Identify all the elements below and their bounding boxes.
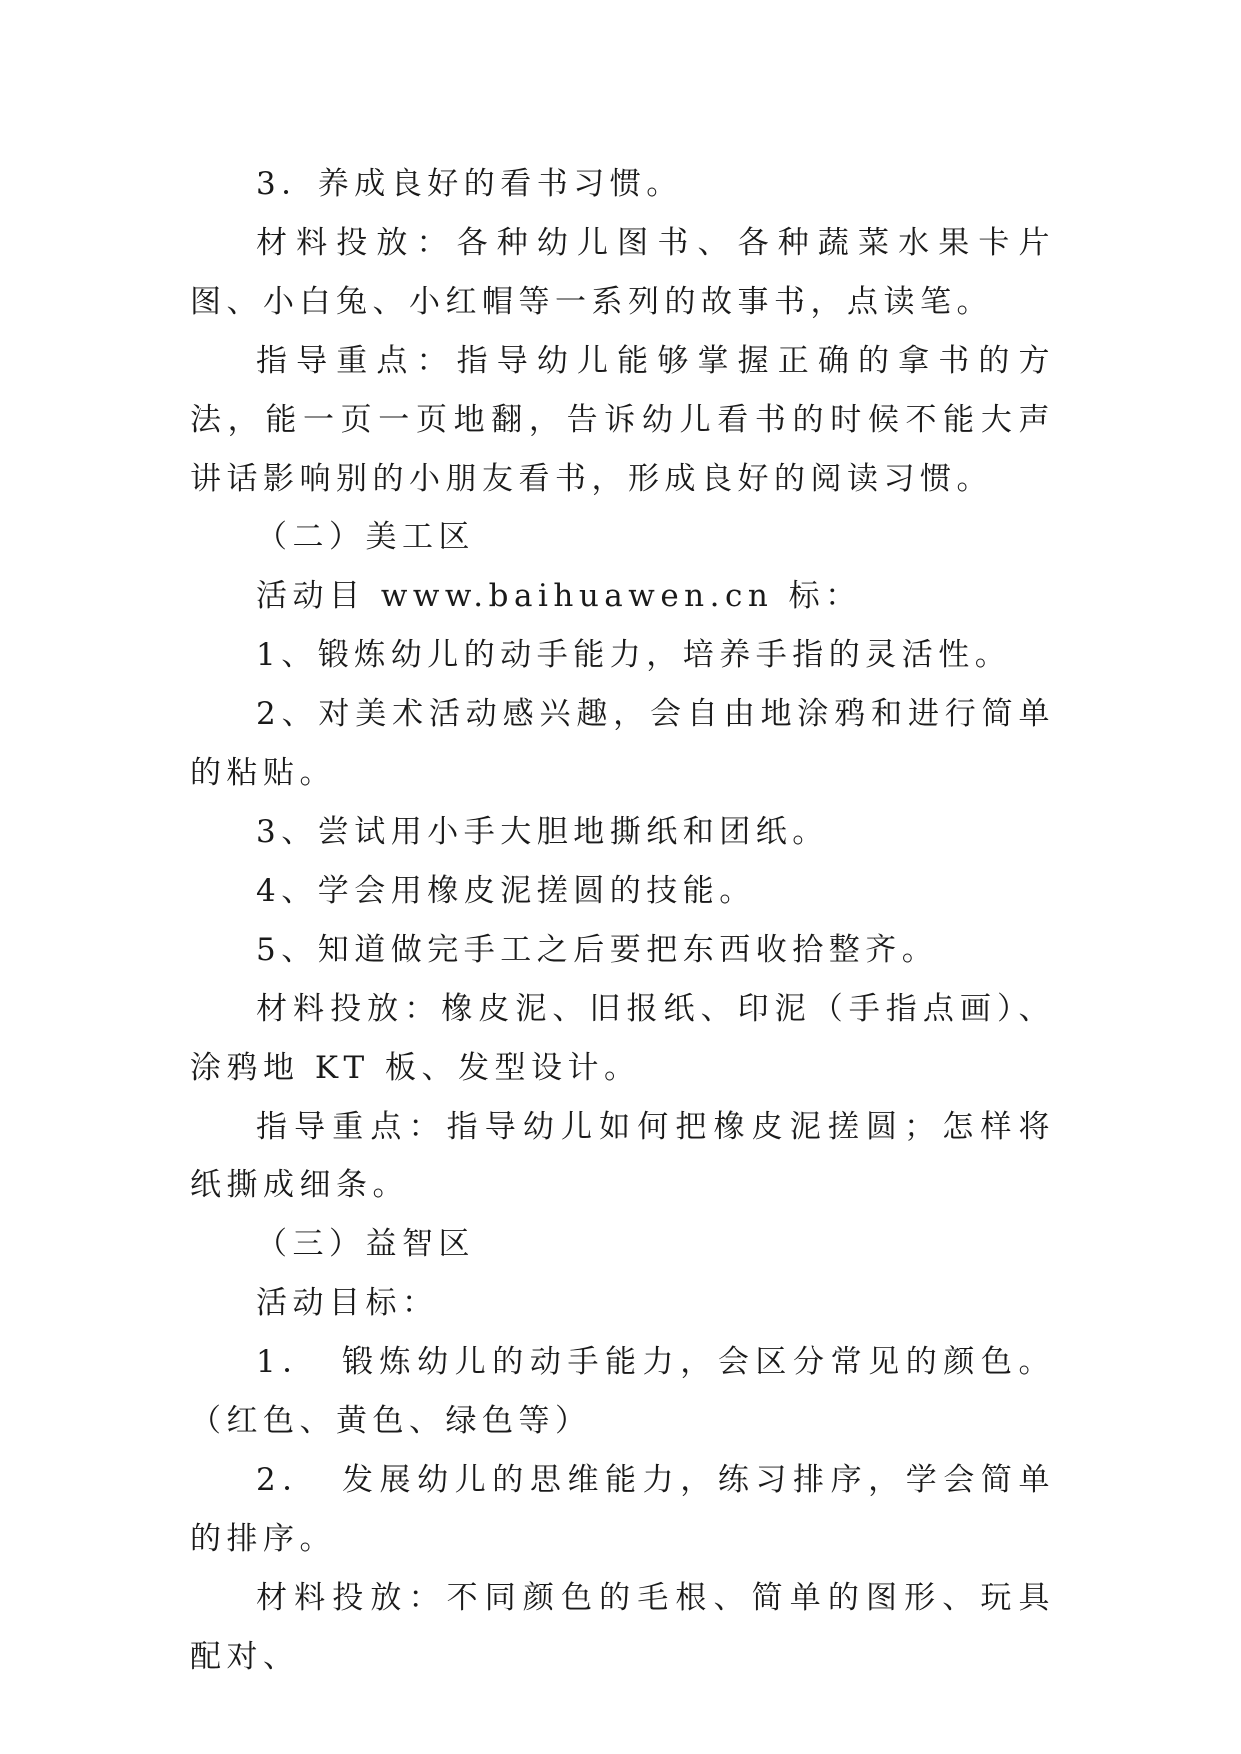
paragraph-art-guidance: 指导重点：指导幼儿如何把橡皮泥搓圆；怎样将纸撕成细条。 — [190, 1108, 1055, 1204]
list-item-art-goal-2: 2、对美术活动感兴趣，会自由地涂鸦和进行简单的粘贴。 — [190, 696, 1055, 792]
paragraph-reading-habit: 3．养成良好的看书习惯。 — [256, 166, 683, 202]
paragraph-reading-materials: 材料投放：各种幼儿图书、各种蔬菜水果卡片图、小白兔、小红帽等一系列的故事书，点读笔。 — [190, 224, 1055, 320]
paragraph-art-goals-title: 活动目 www.baihuawen.cn 标： — [256, 578, 862, 615]
list-item-puzzle-goal-2: 2． 发展幼儿的思维能力，练习排序，学会简单的排序。 — [190, 1461, 1055, 1557]
paragraph-reading-guidance: 指导重点：指导幼儿能够掌握正确的拿书的方法，能一页一页地翻，告诉幼儿看书的时候不能大声讲话影响别的小朋友看书，形成良好的阅读习惯。 — [190, 342, 1055, 497]
paragraph-puzzle-goals-title: 活动目标： — [256, 1285, 439, 1322]
list-item-puzzle-goal-1: 1． 锻炼幼儿的动手能力，会区分常见的颜色。（红色、黄色、绿色等） — [190, 1344, 1055, 1440]
section-heading-art-area: （二）美工区 — [256, 519, 475, 556]
list-item-art-goal-1: 1、锻炼幼儿的动手能力，培养手指的灵活性。 — [256, 637, 1012, 674]
list-item-art-goal-4: 4、学会用橡皮泥搓圆的技能。 — [256, 872, 756, 909]
document-body — [190, 155, 1055, 1687]
list-item-art-goal-3: 3、尝试用小手大胆地撕纸和团纸。 — [256, 813, 829, 850]
section-heading-puzzle-area: （三）益智区 — [256, 1226, 475, 1263]
list-item-art-goal-5: 5、知道做完手工之后要把东西收拾整齐。 — [256, 931, 939, 968]
paragraph-art-materials: 材料投放：橡皮泥、旧报纸、印泥（手指点画）、涂鸦地 KT 板、发型设计。 — [190, 990, 1055, 1086]
paragraph-puzzle-materials: 材料投放：不同颜色的毛根、简单的图形、玩具配对、 — [190, 1579, 1055, 1675]
